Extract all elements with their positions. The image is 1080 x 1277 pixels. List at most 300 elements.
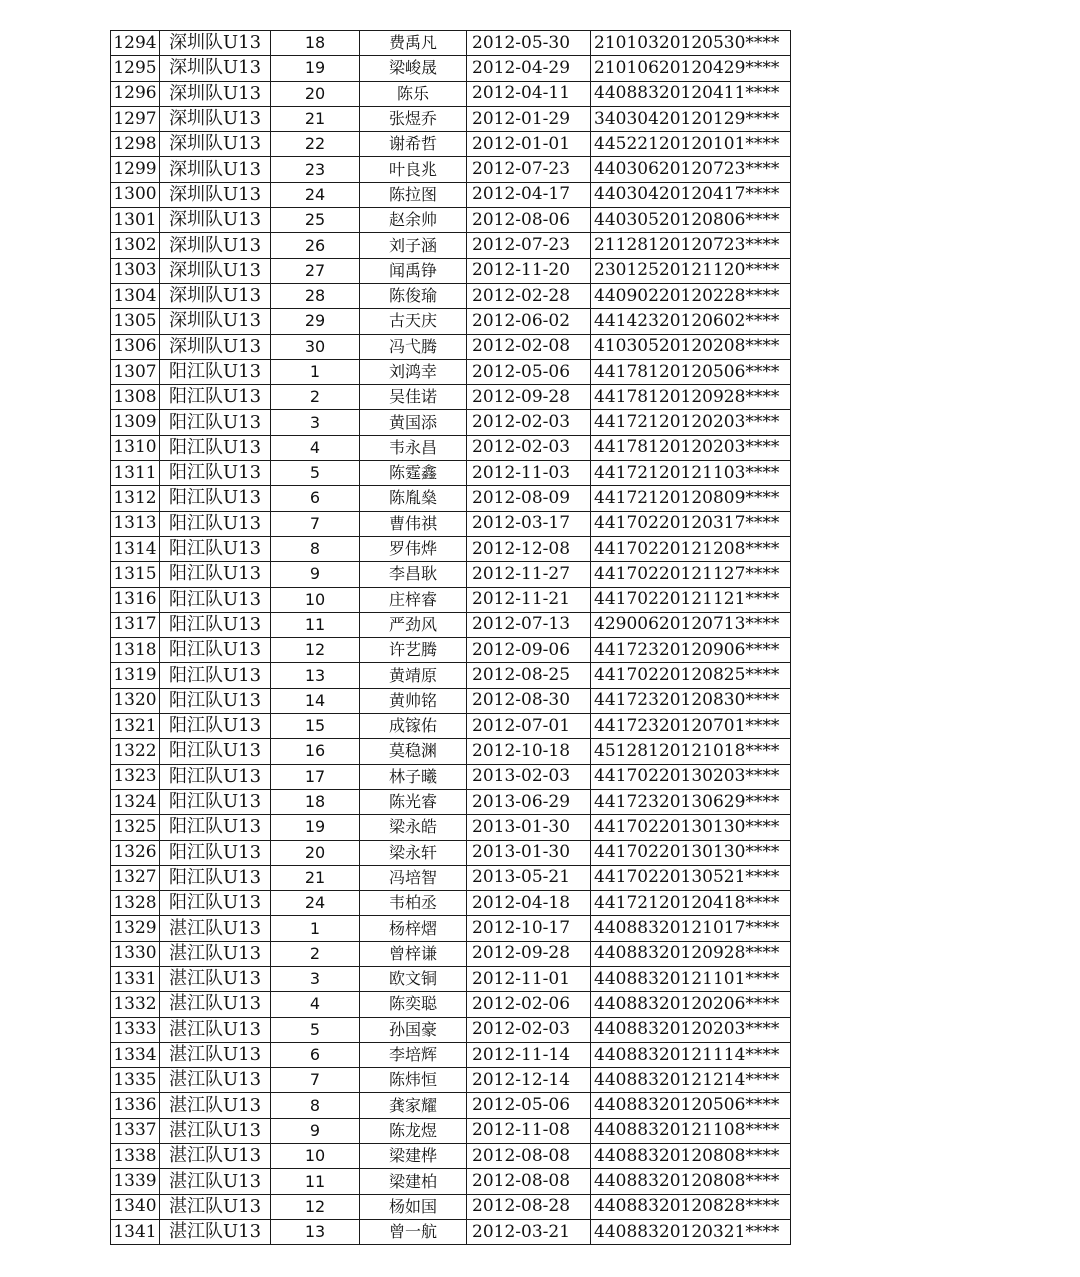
team-cell: 深圳队U13 bbox=[160, 182, 271, 207]
jersey-number-cell: 29 bbox=[271, 309, 360, 334]
jersey-number-cell: 6 bbox=[271, 486, 360, 511]
table-row bbox=[111, 638, 791, 663]
table-row bbox=[111, 1169, 791, 1194]
team-cell: 湛江队U13 bbox=[160, 1144, 271, 1169]
team-cell: 深圳队U13 bbox=[160, 334, 271, 359]
player-name-cell: 刘子涵 bbox=[360, 233, 467, 258]
id-number-cell: 21010620120429**** bbox=[591, 56, 791, 81]
team-cell: 深圳队U13 bbox=[160, 106, 271, 131]
team-cell: 湛江队U13 bbox=[160, 1093, 271, 1118]
birth-date-cell: 2012-11-01 bbox=[467, 966, 591, 991]
row-seq-cell: 1340 bbox=[111, 1194, 160, 1219]
table-row bbox=[111, 132, 791, 157]
player-name-cell: 叶良兆 bbox=[360, 157, 467, 182]
row-seq-cell: 1328 bbox=[111, 891, 160, 916]
id-number-cell: 44088320120506**** bbox=[591, 1093, 791, 1118]
id-number-cell: 44088320121114**** bbox=[591, 1042, 791, 1067]
jersey-number-cell: 3 bbox=[271, 410, 360, 435]
birth-date-cell: 2012-07-01 bbox=[467, 714, 591, 739]
team-cell: 湛江队U13 bbox=[160, 941, 271, 966]
jersey-number-cell: 26 bbox=[271, 233, 360, 258]
player-name-cell: 韦永昌 bbox=[360, 435, 467, 460]
row-seq-cell: 1341 bbox=[111, 1219, 160, 1244]
id-number-cell: 44088320120411**** bbox=[591, 81, 791, 106]
birth-date-cell: 2012-01-29 bbox=[467, 106, 591, 131]
row-seq-cell: 1296 bbox=[111, 81, 160, 106]
team-cell: 阳江队U13 bbox=[160, 562, 271, 587]
birth-date-cell: 2012-07-13 bbox=[467, 612, 591, 637]
id-number-cell: 44170220121127**** bbox=[591, 562, 791, 587]
row-seq-cell: 1294 bbox=[111, 31, 160, 56]
row-seq-cell: 1307 bbox=[111, 359, 160, 384]
team-cell: 阳江队U13 bbox=[160, 840, 271, 865]
row-seq-cell: 1310 bbox=[111, 435, 160, 460]
player-name-cell: 许艺腾 bbox=[360, 638, 467, 663]
table-row bbox=[111, 815, 791, 840]
jersey-number-cell: 12 bbox=[271, 1194, 360, 1219]
table-row bbox=[111, 334, 791, 359]
birth-date-cell: 2012-08-08 bbox=[467, 1144, 591, 1169]
team-cell: 阳江队U13 bbox=[160, 410, 271, 435]
jersey-number-cell: 10 bbox=[271, 587, 360, 612]
player-name-cell: 梁建桦 bbox=[360, 1144, 467, 1169]
jersey-number-cell: 11 bbox=[271, 1169, 360, 1194]
row-seq-cell: 1305 bbox=[111, 309, 160, 334]
player-name-cell: 庄梓睿 bbox=[360, 587, 467, 612]
table-row bbox=[111, 536, 791, 561]
table-row bbox=[111, 1194, 791, 1219]
birth-date-cell: 2012-11-27 bbox=[467, 562, 591, 587]
id-number-cell: 23012520121120**** bbox=[591, 258, 791, 283]
row-seq-cell: 1298 bbox=[111, 132, 160, 157]
id-number-cell: 44088320120808**** bbox=[591, 1144, 791, 1169]
id-number-cell: 44088320121108**** bbox=[591, 1118, 791, 1143]
jersey-number-cell: 13 bbox=[271, 1219, 360, 1244]
birth-date-cell: 2012-02-03 bbox=[467, 410, 591, 435]
id-number-cell: 44170220130521**** bbox=[591, 865, 791, 890]
id-number-cell: 44172120120418**** bbox=[591, 891, 791, 916]
team-cell: 阳江队U13 bbox=[160, 815, 271, 840]
table-row bbox=[111, 461, 791, 486]
team-cell: 阳江队U13 bbox=[160, 764, 271, 789]
birth-date-cell: 2012-07-23 bbox=[467, 233, 591, 258]
table-row bbox=[111, 1144, 791, 1169]
player-name-cell: 陈奕聪 bbox=[360, 992, 467, 1017]
table-row bbox=[111, 258, 791, 283]
jersey-number-cell: 21 bbox=[271, 865, 360, 890]
birth-date-cell: 2012-08-09 bbox=[467, 486, 591, 511]
table-row bbox=[111, 1093, 791, 1118]
row-seq-cell: 1323 bbox=[111, 764, 160, 789]
table-row bbox=[111, 840, 791, 865]
team-cell: 深圳队U13 bbox=[160, 208, 271, 233]
row-seq-cell: 1314 bbox=[111, 536, 160, 561]
player-name-cell: 谢希哲 bbox=[360, 132, 467, 157]
table-row bbox=[111, 1042, 791, 1067]
id-number-cell: 44172120121103**** bbox=[591, 461, 791, 486]
jersey-number-cell: 2 bbox=[271, 385, 360, 410]
jersey-number-cell: 7 bbox=[271, 511, 360, 536]
team-cell: 湛江队U13 bbox=[160, 1042, 271, 1067]
id-number-cell: 21128120120723**** bbox=[591, 233, 791, 258]
player-name-cell: 冯培智 bbox=[360, 865, 467, 890]
team-cell: 阳江队U13 bbox=[160, 865, 271, 890]
jersey-number-cell: 20 bbox=[271, 840, 360, 865]
player-name-cell: 孙国豪 bbox=[360, 1017, 467, 1042]
birth-date-cell: 2013-02-03 bbox=[467, 764, 591, 789]
id-number-cell: 44088320121101**** bbox=[591, 966, 791, 991]
table-row bbox=[111, 182, 791, 207]
team-cell: 深圳队U13 bbox=[160, 309, 271, 334]
birth-date-cell: 2012-02-28 bbox=[467, 283, 591, 308]
team-cell: 深圳队U13 bbox=[160, 31, 271, 56]
team-cell: 湛江队U13 bbox=[160, 992, 271, 1017]
birth-date-cell: 2012-09-28 bbox=[467, 941, 591, 966]
row-seq-cell: 1329 bbox=[111, 916, 160, 941]
row-seq-cell: 1309 bbox=[111, 410, 160, 435]
row-seq-cell: 1324 bbox=[111, 789, 160, 814]
id-number-cell: 45128120121018**** bbox=[591, 739, 791, 764]
birth-date-cell: 2012-04-17 bbox=[467, 182, 591, 207]
table-row bbox=[111, 612, 791, 637]
player-name-cell: 梁永轩 bbox=[360, 840, 467, 865]
table-row bbox=[111, 764, 791, 789]
jersey-number-cell: 5 bbox=[271, 1017, 360, 1042]
table-row bbox=[111, 562, 791, 587]
table-row bbox=[111, 992, 791, 1017]
table-row bbox=[111, 714, 791, 739]
roster-body bbox=[111, 31, 791, 1245]
table-row bbox=[111, 789, 791, 814]
birth-date-cell: 2012-07-23 bbox=[467, 157, 591, 182]
id-number-cell: 44030620120723**** bbox=[591, 157, 791, 182]
id-number-cell: 44030520120806**** bbox=[591, 208, 791, 233]
birth-date-cell: 2012-08-28 bbox=[467, 1194, 591, 1219]
jersey-number-cell: 24 bbox=[271, 891, 360, 916]
birth-date-cell: 2012-11-03 bbox=[467, 461, 591, 486]
id-number-cell: 21010320120530**** bbox=[591, 31, 791, 56]
id-number-cell: 44170220130130**** bbox=[591, 815, 791, 840]
player-name-cell: 赵余帅 bbox=[360, 208, 467, 233]
player-name-cell: 刘鸿幸 bbox=[360, 359, 467, 384]
row-seq-cell: 1304 bbox=[111, 283, 160, 308]
jersey-number-cell: 22 bbox=[271, 132, 360, 157]
row-seq-cell: 1335 bbox=[111, 1068, 160, 1093]
player-name-cell: 曹伟祺 bbox=[360, 511, 467, 536]
player-name-cell: 龚家耀 bbox=[360, 1093, 467, 1118]
team-cell: 湛江队U13 bbox=[160, 1017, 271, 1042]
team-cell: 阳江队U13 bbox=[160, 663, 271, 688]
jersey-number-cell: 9 bbox=[271, 1118, 360, 1143]
table-row bbox=[111, 1068, 791, 1093]
birth-date-cell: 2012-08-08 bbox=[467, 1169, 591, 1194]
jersey-number-cell: 10 bbox=[271, 1144, 360, 1169]
row-seq-cell: 1326 bbox=[111, 840, 160, 865]
birth-date-cell: 2012-01-01 bbox=[467, 132, 591, 157]
birth-date-cell: 2012-10-18 bbox=[467, 739, 591, 764]
player-name-cell: 陈炜恒 bbox=[360, 1068, 467, 1093]
team-cell: 阳江队U13 bbox=[160, 511, 271, 536]
birth-date-cell: 2012-03-21 bbox=[467, 1219, 591, 1244]
table-row bbox=[111, 233, 791, 258]
row-seq-cell: 1312 bbox=[111, 486, 160, 511]
id-number-cell: 44088320120808**** bbox=[591, 1169, 791, 1194]
table-row bbox=[111, 435, 791, 460]
row-seq-cell: 1334 bbox=[111, 1042, 160, 1067]
id-number-cell: 44172320130629**** bbox=[591, 789, 791, 814]
birth-date-cell: 2012-02-03 bbox=[467, 1017, 591, 1042]
player-name-cell: 黄靖原 bbox=[360, 663, 467, 688]
birth-date-cell: 2013-06-29 bbox=[467, 789, 591, 814]
birth-date-cell: 2012-08-06 bbox=[467, 208, 591, 233]
team-cell: 阳江队U13 bbox=[160, 612, 271, 637]
birth-date-cell: 2012-10-17 bbox=[467, 916, 591, 941]
birth-date-cell: 2012-12-14 bbox=[467, 1068, 591, 1093]
player-name-cell: 曾一航 bbox=[360, 1219, 467, 1244]
table-row bbox=[111, 385, 791, 410]
jersey-number-cell: 12 bbox=[271, 638, 360, 663]
jersey-number-cell: 19 bbox=[271, 815, 360, 840]
row-seq-cell: 1318 bbox=[111, 638, 160, 663]
id-number-cell: 44088320121017**** bbox=[591, 916, 791, 941]
table-row bbox=[111, 941, 791, 966]
table-row bbox=[111, 865, 791, 890]
player-name-cell: 张煜乔 bbox=[360, 106, 467, 131]
player-name-cell: 古天庆 bbox=[360, 309, 467, 334]
row-seq-cell: 1333 bbox=[111, 1017, 160, 1042]
player-name-cell: 陈拉图 bbox=[360, 182, 467, 207]
player-name-cell: 李昌耿 bbox=[360, 562, 467, 587]
birth-date-cell: 2012-09-06 bbox=[467, 638, 591, 663]
team-cell: 阳江队U13 bbox=[160, 714, 271, 739]
jersey-number-cell: 1 bbox=[271, 916, 360, 941]
id-number-cell: 44170220130130**** bbox=[591, 840, 791, 865]
table-row bbox=[111, 1219, 791, 1244]
birth-date-cell: 2013-01-30 bbox=[467, 815, 591, 840]
jersey-number-cell: 4 bbox=[271, 992, 360, 1017]
player-name-cell: 陈俊瑜 bbox=[360, 283, 467, 308]
table-row bbox=[111, 31, 791, 56]
team-cell: 阳江队U13 bbox=[160, 359, 271, 384]
birth-date-cell: 2012-11-14 bbox=[467, 1042, 591, 1067]
table-row bbox=[111, 688, 791, 713]
birth-date-cell: 2012-05-30 bbox=[467, 31, 591, 56]
player-name-cell: 冯弋腾 bbox=[360, 334, 467, 359]
birth-date-cell: 2012-04-18 bbox=[467, 891, 591, 916]
birth-date-cell: 2012-11-08 bbox=[467, 1118, 591, 1143]
table-row bbox=[111, 486, 791, 511]
id-number-cell: 44088320120206**** bbox=[591, 992, 791, 1017]
team-cell: 湛江队U13 bbox=[160, 1169, 271, 1194]
id-number-cell: 44170220121208**** bbox=[591, 536, 791, 561]
id-number-cell: 44172120120203**** bbox=[591, 410, 791, 435]
row-seq-cell: 1322 bbox=[111, 739, 160, 764]
jersey-number-cell: 15 bbox=[271, 714, 360, 739]
player-name-cell: 梁建柏 bbox=[360, 1169, 467, 1194]
player-roster-table bbox=[110, 30, 791, 1245]
id-number-cell: 41030520120208**** bbox=[591, 334, 791, 359]
team-cell: 湛江队U13 bbox=[160, 966, 271, 991]
row-seq-cell: 1313 bbox=[111, 511, 160, 536]
team-cell: 深圳队U13 bbox=[160, 132, 271, 157]
team-cell: 阳江队U13 bbox=[160, 587, 271, 612]
jersey-number-cell: 24 bbox=[271, 182, 360, 207]
id-number-cell: 44172320120701**** bbox=[591, 714, 791, 739]
team-cell: 阳江队U13 bbox=[160, 486, 271, 511]
birth-date-cell: 2012-11-21 bbox=[467, 587, 591, 612]
player-name-cell: 梁永皓 bbox=[360, 815, 467, 840]
player-name-cell: 陈胤燊 bbox=[360, 486, 467, 511]
team-cell: 湛江队U13 bbox=[160, 916, 271, 941]
birth-date-cell: 2012-05-06 bbox=[467, 1093, 591, 1118]
player-name-cell: 李培辉 bbox=[360, 1042, 467, 1067]
jersey-number-cell: 8 bbox=[271, 536, 360, 561]
team-cell: 阳江队U13 bbox=[160, 891, 271, 916]
jersey-number-cell: 9 bbox=[271, 562, 360, 587]
team-cell: 深圳队U13 bbox=[160, 283, 271, 308]
id-number-cell: 44178120120203**** bbox=[591, 435, 791, 460]
team-cell: 阳江队U13 bbox=[160, 385, 271, 410]
jersey-number-cell: 19 bbox=[271, 56, 360, 81]
table-row bbox=[111, 966, 791, 991]
jersey-number-cell: 6 bbox=[271, 1042, 360, 1067]
id-number-cell: 44178120120506**** bbox=[591, 359, 791, 384]
player-name-cell: 黄帅铭 bbox=[360, 688, 467, 713]
table-row bbox=[111, 916, 791, 941]
birth-date-cell: 2012-06-02 bbox=[467, 309, 591, 334]
row-seq-cell: 1332 bbox=[111, 992, 160, 1017]
player-name-cell: 林子曦 bbox=[360, 764, 467, 789]
jersey-number-cell: 25 bbox=[271, 208, 360, 233]
table-row bbox=[111, 1118, 791, 1143]
player-name-cell: 欧文铜 bbox=[360, 966, 467, 991]
table-row bbox=[111, 410, 791, 435]
table-row bbox=[111, 56, 791, 81]
id-number-cell: 44088320121214**** bbox=[591, 1068, 791, 1093]
jersey-number-cell: 17 bbox=[271, 764, 360, 789]
player-name-cell: 韦柏丞 bbox=[360, 891, 467, 916]
jersey-number-cell: 7 bbox=[271, 1068, 360, 1093]
jersey-number-cell: 3 bbox=[271, 966, 360, 991]
jersey-number-cell: 18 bbox=[271, 31, 360, 56]
birth-date-cell: 2012-02-03 bbox=[467, 435, 591, 460]
row-seq-cell: 1339 bbox=[111, 1169, 160, 1194]
row-seq-cell: 1306 bbox=[111, 334, 160, 359]
jersey-number-cell: 18 bbox=[271, 789, 360, 814]
birth-date-cell: 2013-01-30 bbox=[467, 840, 591, 865]
row-seq-cell: 1308 bbox=[111, 385, 160, 410]
player-name-cell: 闻禹铮 bbox=[360, 258, 467, 283]
row-seq-cell: 1319 bbox=[111, 663, 160, 688]
jersey-number-cell: 16 bbox=[271, 739, 360, 764]
team-cell: 阳江队U13 bbox=[160, 461, 271, 486]
row-seq-cell: 1325 bbox=[111, 815, 160, 840]
jersey-number-cell: 23 bbox=[271, 157, 360, 182]
table-row bbox=[111, 663, 791, 688]
birth-date-cell: 2012-08-25 bbox=[467, 663, 591, 688]
player-name-cell: 杨梓熠 bbox=[360, 916, 467, 941]
birth-date-cell: 2012-02-08 bbox=[467, 334, 591, 359]
table-row bbox=[111, 208, 791, 233]
team-cell: 阳江队U13 bbox=[160, 435, 271, 460]
jersey-number-cell: 13 bbox=[271, 663, 360, 688]
row-seq-cell: 1317 bbox=[111, 612, 160, 637]
player-name-cell: 杨如国 bbox=[360, 1194, 467, 1219]
birth-date-cell: 2012-03-17 bbox=[467, 511, 591, 536]
table-row bbox=[111, 739, 791, 764]
row-seq-cell: 1336 bbox=[111, 1093, 160, 1118]
player-name-cell: 严劲风 bbox=[360, 612, 467, 637]
id-number-cell: 44170220121121**** bbox=[591, 587, 791, 612]
row-seq-cell: 1301 bbox=[111, 208, 160, 233]
team-cell: 阳江队U13 bbox=[160, 789, 271, 814]
row-seq-cell: 1321 bbox=[111, 714, 160, 739]
id-number-cell: 44170220120825**** bbox=[591, 663, 791, 688]
id-number-cell: 44090220120228**** bbox=[591, 283, 791, 308]
team-cell: 阳江队U13 bbox=[160, 688, 271, 713]
jersey-number-cell: 30 bbox=[271, 334, 360, 359]
id-number-cell: 44172120120809**** bbox=[591, 486, 791, 511]
team-cell: 湛江队U13 bbox=[160, 1068, 271, 1093]
jersey-number-cell: 8 bbox=[271, 1093, 360, 1118]
row-seq-cell: 1297 bbox=[111, 106, 160, 131]
row-seq-cell: 1311 bbox=[111, 461, 160, 486]
team-cell: 阳江队U13 bbox=[160, 638, 271, 663]
birth-date-cell: 2012-04-29 bbox=[467, 56, 591, 81]
player-name-cell: 陈光睿 bbox=[360, 789, 467, 814]
id-number-cell: 44170220130203**** bbox=[591, 764, 791, 789]
table-row bbox=[111, 511, 791, 536]
id-number-cell: 44172320120830**** bbox=[591, 688, 791, 713]
birth-date-cell: 2012-09-28 bbox=[467, 385, 591, 410]
jersey-number-cell: 27 bbox=[271, 258, 360, 283]
player-name-cell: 曾梓谦 bbox=[360, 941, 467, 966]
row-seq-cell: 1299 bbox=[111, 157, 160, 182]
jersey-number-cell: 28 bbox=[271, 283, 360, 308]
player-name-cell: 罗伟烨 bbox=[360, 536, 467, 561]
row-seq-cell: 1315 bbox=[111, 562, 160, 587]
row-seq-cell: 1300 bbox=[111, 182, 160, 207]
team-cell: 深圳队U13 bbox=[160, 233, 271, 258]
row-seq-cell: 1316 bbox=[111, 587, 160, 612]
id-number-cell: 44172320120906**** bbox=[591, 638, 791, 663]
team-cell: 湛江队U13 bbox=[160, 1219, 271, 1244]
table-row bbox=[111, 81, 791, 106]
table-row bbox=[111, 891, 791, 916]
id-number-cell: 42900620120713**** bbox=[591, 612, 791, 637]
id-number-cell: 44088320120828**** bbox=[591, 1194, 791, 1219]
player-name-cell: 陈龙煜 bbox=[360, 1118, 467, 1143]
birth-date-cell: 2013-05-21 bbox=[467, 865, 591, 890]
player-name-cell: 陈霆鑫 bbox=[360, 461, 467, 486]
player-name-cell: 成镓佑 bbox=[360, 714, 467, 739]
row-seq-cell: 1295 bbox=[111, 56, 160, 81]
id-number-cell: 44088320120321**** bbox=[591, 1219, 791, 1244]
id-number-cell: 44030420120417**** bbox=[591, 182, 791, 207]
row-seq-cell: 1338 bbox=[111, 1144, 160, 1169]
team-cell: 深圳队U13 bbox=[160, 157, 271, 182]
team-cell: 阳江队U13 bbox=[160, 536, 271, 561]
id-number-cell: 34030420120129**** bbox=[591, 106, 791, 131]
row-seq-cell: 1302 bbox=[111, 233, 160, 258]
team-cell: 阳江队U13 bbox=[160, 739, 271, 764]
team-cell: 深圳队U13 bbox=[160, 81, 271, 106]
jersey-number-cell: 5 bbox=[271, 461, 360, 486]
table-row bbox=[111, 587, 791, 612]
row-seq-cell: 1330 bbox=[111, 941, 160, 966]
id-number-cell: 44142320120602**** bbox=[591, 309, 791, 334]
jersey-number-cell: 20 bbox=[271, 81, 360, 106]
